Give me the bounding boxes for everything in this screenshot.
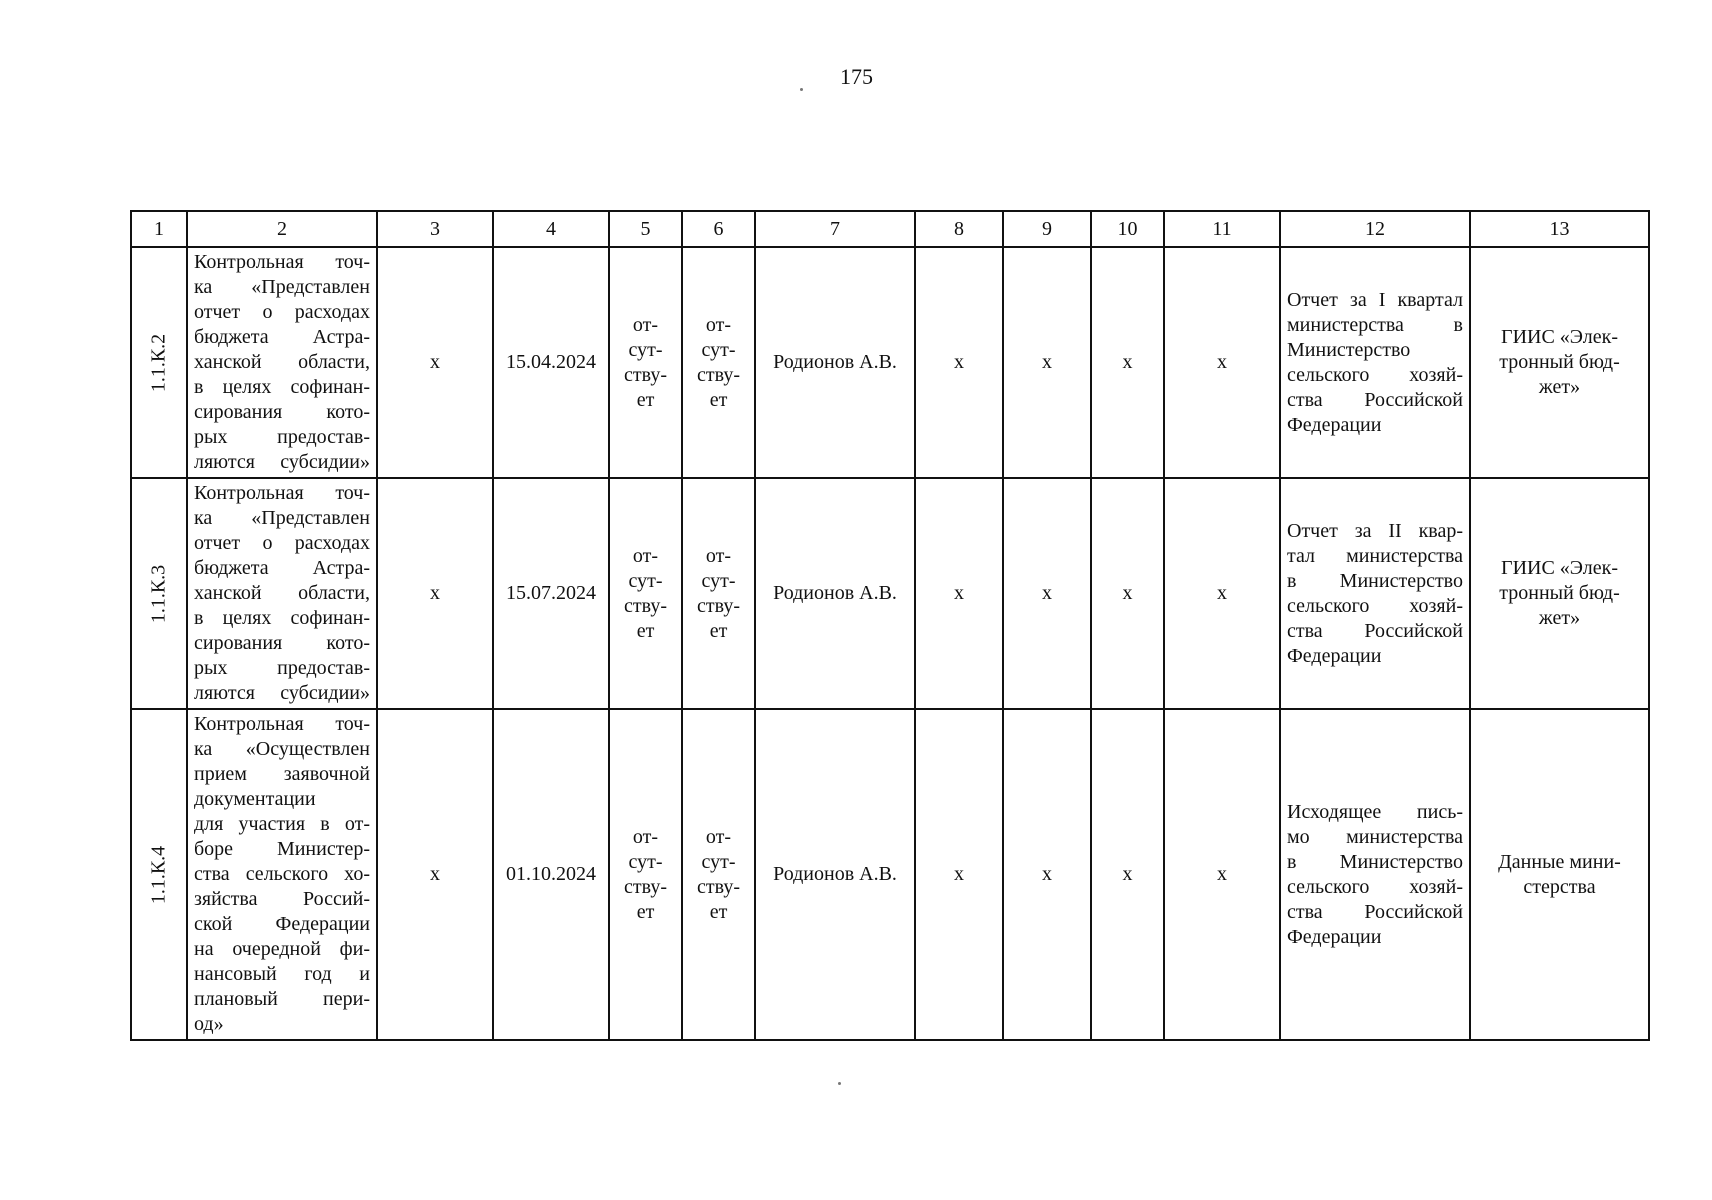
- text-line: Федерации: [1287, 644, 1382, 667]
- text-line: документации: [194, 788, 316, 810]
- column-9-value: x: [1003, 478, 1091, 709]
- due-date: 15.07.2024: [493, 478, 609, 709]
- column-5-value: [609, 709, 682, 1040]
- text-line: ству-: [623, 875, 668, 898]
- text-line: рых предостав-: [194, 657, 370, 679]
- text-line: Исходящее пись-: [1287, 800, 1463, 823]
- text-line: от-: [632, 825, 659, 848]
- text-line: плановый пери-: [194, 988, 370, 1010]
- text-line: от-: [705, 825, 732, 848]
- column-number: 8: [915, 211, 1003, 247]
- text-line: от-: [632, 544, 659, 567]
- column-number: 1: [131, 211, 187, 247]
- text-line: жет»: [1538, 607, 1581, 629]
- text-line: отчет о расходах: [194, 301, 370, 323]
- text-line: сут-: [628, 338, 663, 361]
- row-id: 1.1.К.2: [147, 333, 170, 392]
- text-line: Министерство: [1287, 338, 1411, 361]
- text-line: ству-: [696, 875, 741, 898]
- text-line: отчет о расходах: [194, 532, 370, 554]
- text-line: нансовый год и: [194, 963, 370, 985]
- text-line: ской Федерации: [194, 913, 370, 935]
- text-line: бюджета Астра-: [194, 326, 370, 348]
- text-line: в Министерство: [1287, 850, 1463, 873]
- text-line: рых предостав-: [194, 426, 370, 448]
- column-5-value: [609, 247, 682, 478]
- text-line: тронный бюд-: [1499, 582, 1620, 604]
- text-line: зяйства Россий-: [194, 888, 370, 910]
- row-id-cell: [131, 247, 187, 478]
- column-11-value: x: [1164, 709, 1280, 1040]
- column-3-value: x: [377, 709, 493, 1040]
- column-11-value: x: [1164, 478, 1280, 709]
- confirming-document: [1280, 247, 1470, 478]
- due-date: 01.10.2024: [493, 709, 609, 1040]
- page-number: 175: [840, 64, 873, 89]
- text-line: Отчет за II квар-: [1287, 519, 1463, 542]
- column-number: 10: [1091, 211, 1164, 247]
- column-number: 3: [377, 211, 493, 247]
- information-system: [1470, 247, 1649, 478]
- information-system: [1470, 709, 1649, 1040]
- text-line: на очередной фи-: [194, 938, 370, 960]
- column-10-value: x: [1091, 709, 1164, 1040]
- row-id-cell: [131, 709, 187, 1040]
- control-point-description: [187, 478, 377, 709]
- column-number: 6: [682, 211, 755, 247]
- column-number: 5: [609, 211, 682, 247]
- scan-speck: [838, 1082, 841, 1085]
- text-line: од»: [194, 1013, 224, 1035]
- text-line: в целях софинан-: [194, 376, 370, 398]
- row-id-cell: [131, 478, 187, 709]
- table-row: [131, 478, 1649, 709]
- text-line: сут-: [701, 338, 736, 361]
- column-number: 4: [493, 211, 609, 247]
- text-line: сирования кото-: [194, 632, 370, 654]
- text-line: в целях софинан-: [194, 607, 370, 629]
- text-line: сельского хозяй-: [1287, 875, 1463, 898]
- column-number: 12: [1280, 211, 1470, 247]
- column-number: 11: [1164, 211, 1280, 247]
- column-11-value: x: [1164, 247, 1280, 478]
- text-line: ству-: [623, 594, 668, 617]
- text-line: сут-: [701, 569, 736, 592]
- text-line: боре Министер-: [194, 838, 370, 860]
- row-id: 1.1.К.3: [147, 564, 170, 623]
- confirming-document: [1280, 478, 1470, 709]
- text-line: ляются субсидии»: [194, 682, 370, 704]
- column-10-value: x: [1091, 478, 1164, 709]
- text-line: ства Российской: [1287, 619, 1463, 642]
- column-number: 2: [187, 211, 377, 247]
- table-row: [131, 247, 1649, 478]
- text-line: от-: [705, 313, 732, 336]
- column-8-value: x: [915, 247, 1003, 478]
- text-line: Отчет за I квартал: [1287, 288, 1463, 311]
- text-line: ка «Представлен: [194, 507, 370, 529]
- text-line: сельского хозяй-: [1287, 594, 1463, 617]
- text-line: ГИИС «Элек-: [1501, 557, 1618, 579]
- text-line: ет: [636, 900, 655, 923]
- row-id: 1.1.К.4: [147, 845, 170, 904]
- text-line: Федерации: [1287, 413, 1382, 436]
- text-line: тал министерства: [1287, 544, 1463, 567]
- text-line: Контрольная точ-: [194, 713, 370, 735]
- column-8-value: x: [915, 478, 1003, 709]
- text-line: ству-: [696, 594, 741, 617]
- text-line: ет: [636, 619, 655, 642]
- text-line: ет: [636, 388, 655, 411]
- text-line: ет: [709, 619, 728, 642]
- text-line: бюджета Астра-: [194, 557, 370, 579]
- column-9-value: x: [1003, 709, 1091, 1040]
- column-6-value: [682, 709, 755, 1040]
- text-line: сельского хозяй-: [1287, 363, 1463, 386]
- column-number: 9: [1003, 211, 1091, 247]
- text-line: ства Российской: [1287, 900, 1463, 923]
- table-row: [131, 709, 1649, 1040]
- responsible-person: Родионов А.В.: [755, 478, 915, 709]
- information-system: [1470, 478, 1649, 709]
- column-10-value: x: [1091, 247, 1164, 478]
- text-line: жет»: [1538, 376, 1581, 398]
- text-line: Контрольная точ-: [194, 482, 370, 504]
- text-line: ляются субсидии»: [194, 451, 370, 473]
- text-line: ству-: [623, 363, 668, 386]
- text-line: ства Российской: [1287, 388, 1463, 411]
- due-date: 15.04.2024: [493, 247, 609, 478]
- responsible-person: Родионов А.В.: [755, 247, 915, 478]
- column-number-row: [131, 211, 1649, 247]
- text-line: для участия в от-: [194, 813, 370, 835]
- column-8-value: x: [915, 709, 1003, 1040]
- text-line: прием заявочной: [194, 763, 370, 785]
- column-9-value: x: [1003, 247, 1091, 478]
- text-line: Контрольная точ-: [194, 251, 370, 273]
- text-line: мо министерства: [1287, 825, 1463, 848]
- text-line: ства сельского хо-: [194, 863, 370, 885]
- text-line: стерства: [1523, 875, 1596, 898]
- control-point-description: [187, 709, 377, 1040]
- column-3-value: x: [377, 478, 493, 709]
- responsible-person: Родионов А.В.: [755, 709, 915, 1040]
- text-line: ет: [709, 388, 728, 411]
- column-number: 7: [755, 211, 915, 247]
- text-line: сут-: [628, 850, 663, 873]
- confirming-document: [1280, 709, 1470, 1040]
- control-points-table: [130, 210, 1650, 1041]
- text-line: ГИИС «Элек-: [1501, 326, 1618, 348]
- text-line: ханской области,: [194, 351, 370, 373]
- text-line: сут-: [628, 569, 663, 592]
- scan-speck: [800, 88, 803, 91]
- text-line: от-: [705, 544, 732, 567]
- text-line: ханской области,: [194, 582, 370, 604]
- column-number: 13: [1470, 211, 1649, 247]
- column-6-value: [682, 478, 755, 709]
- text-line: сут-: [701, 850, 736, 873]
- text-line: ет: [709, 900, 728, 923]
- text-line: сирования кото-: [194, 401, 370, 423]
- text-line: от-: [632, 313, 659, 336]
- column-6-value: [682, 247, 755, 478]
- control-point-description: [187, 247, 377, 478]
- text-line: ка «Осуществлен: [194, 738, 370, 760]
- text-line: Федерации: [1287, 925, 1382, 948]
- column-5-value: [609, 478, 682, 709]
- text-line: ка «Представлен: [194, 276, 370, 298]
- text-line: ству-: [696, 363, 741, 386]
- column-3-value: x: [377, 247, 493, 478]
- text-line: тронный бюд-: [1499, 351, 1620, 373]
- text-line: министерства в: [1287, 313, 1463, 336]
- text-line: в Министерство: [1287, 569, 1463, 592]
- text-line: Данные мини-: [1498, 850, 1621, 873]
